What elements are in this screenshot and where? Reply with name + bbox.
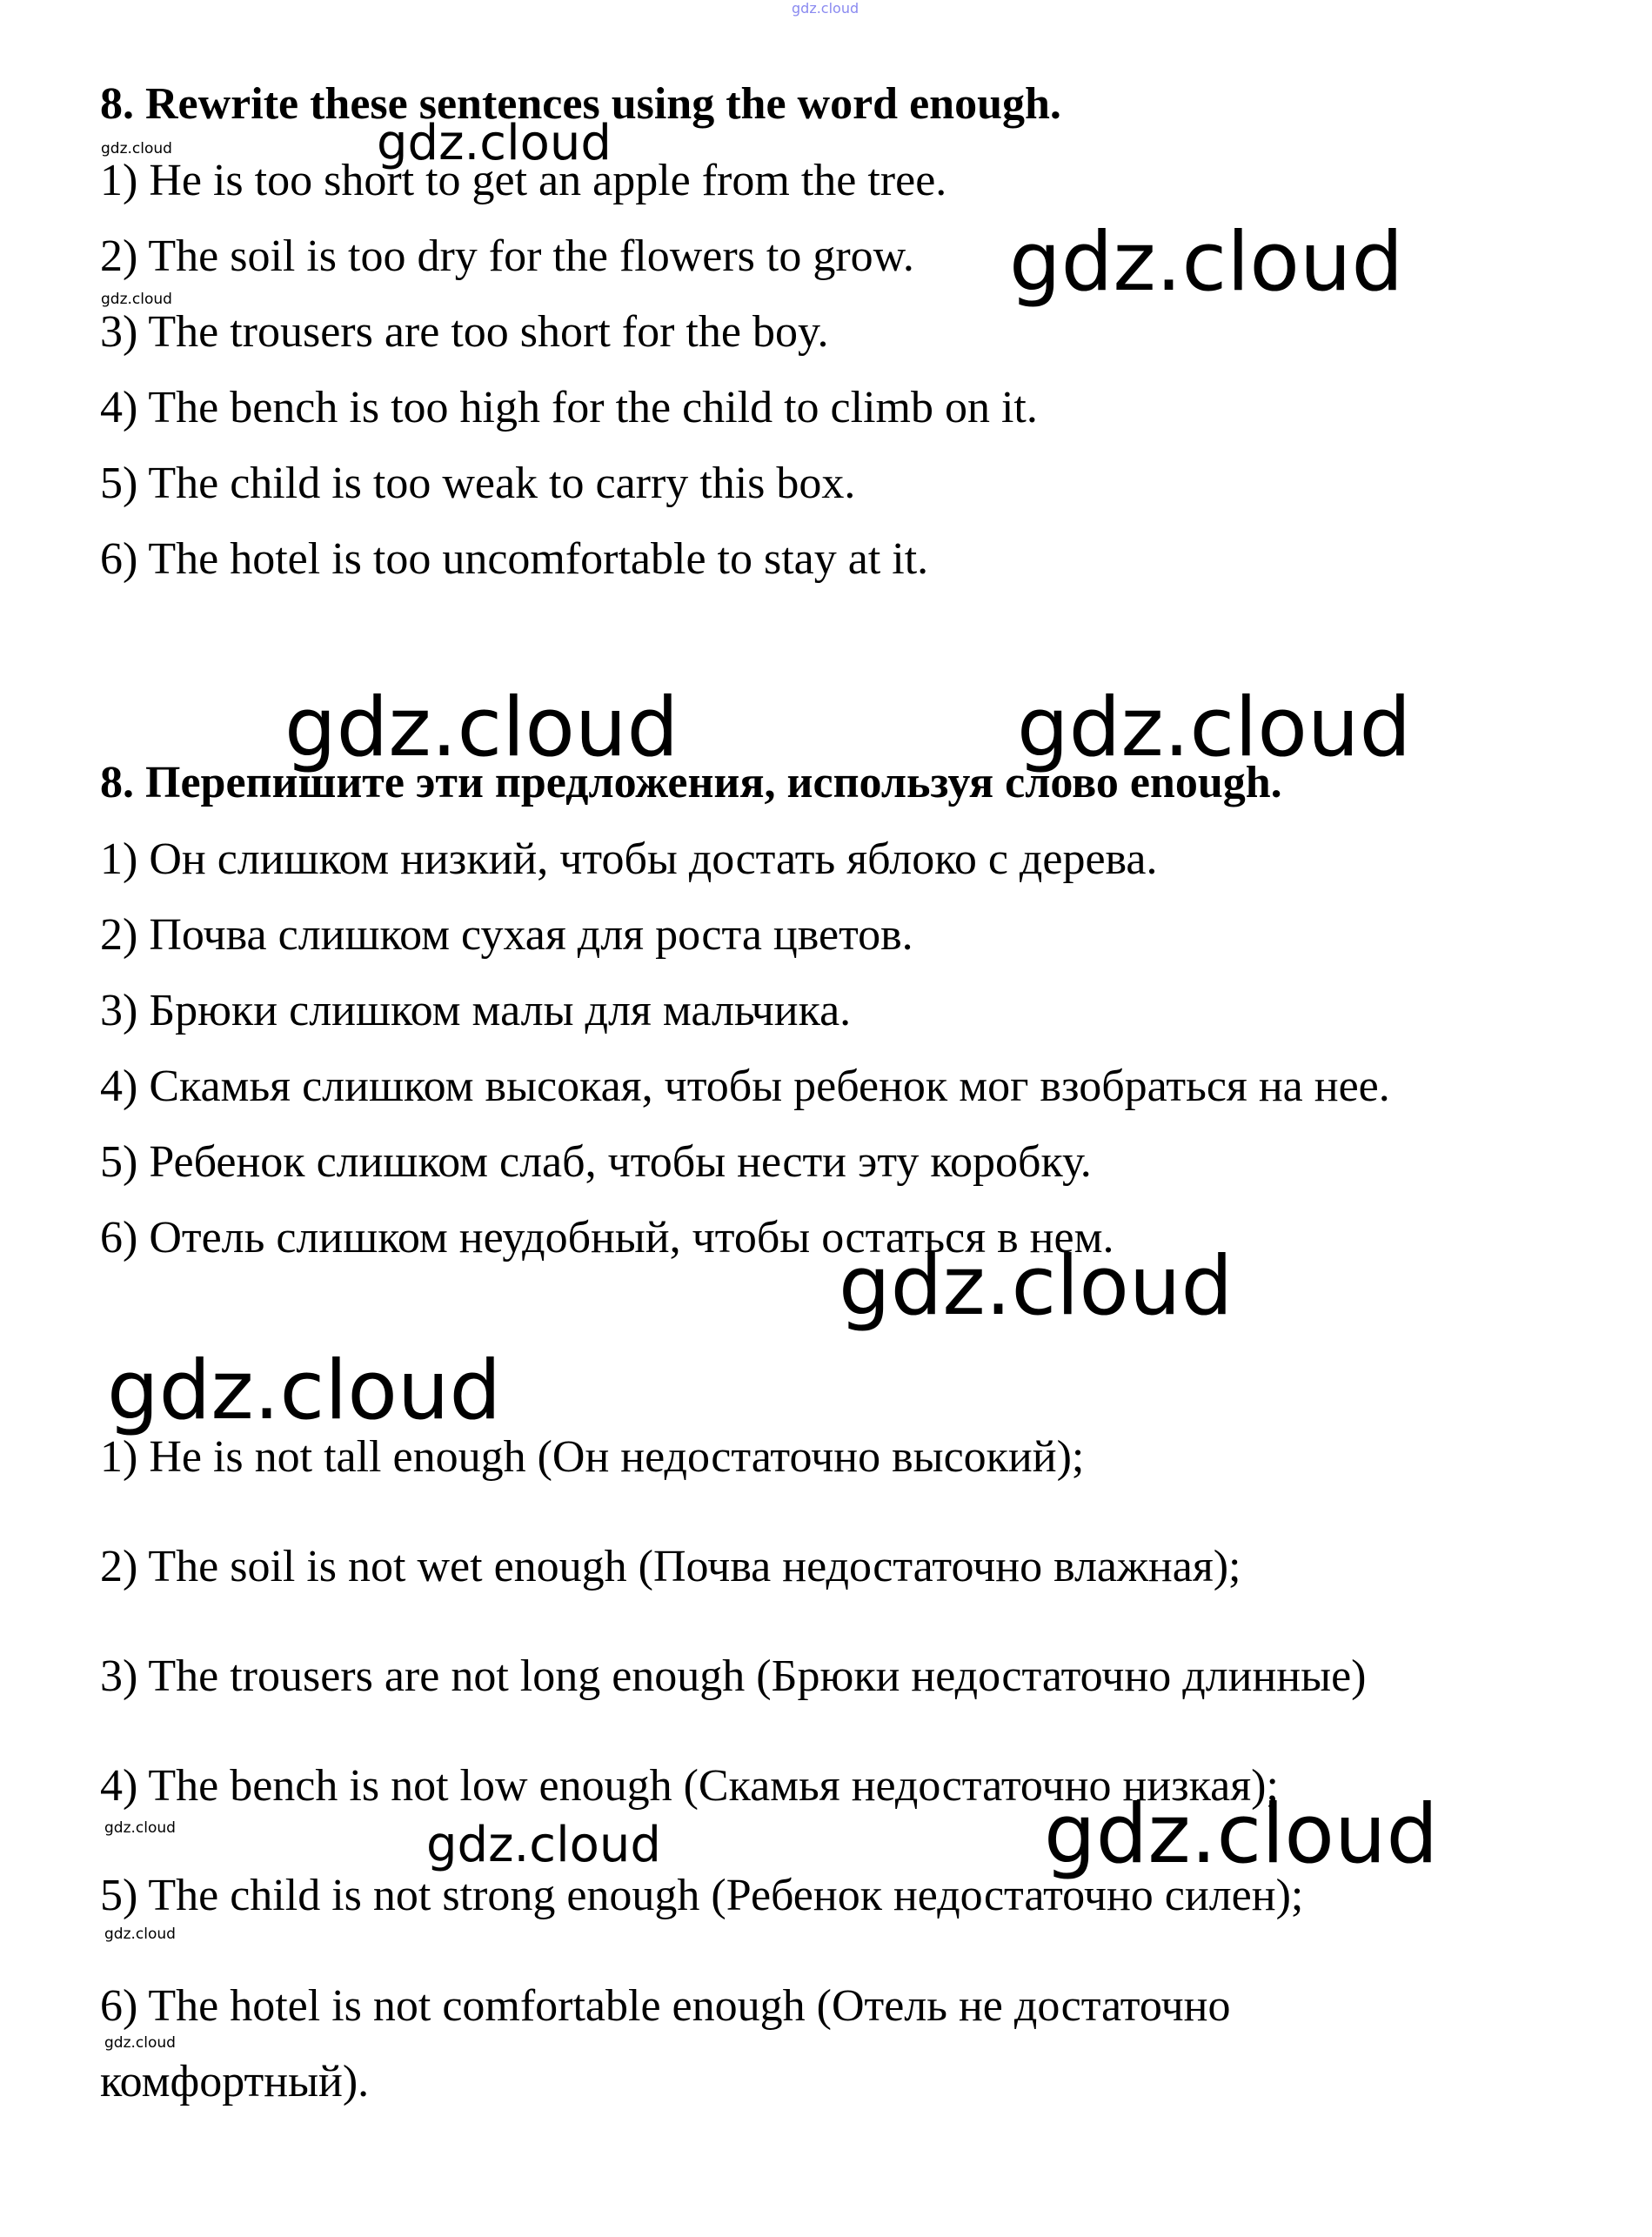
watermark-large: gdz.cloud <box>1044 1787 1439 1882</box>
english-task-heading: 8. Rewrite these sentences using the word enough. <box>100 79 1061 129</box>
watermark-large: gdz.cloud <box>839 1239 1234 1334</box>
english-item-5: 5) The child is too weak to carry this box. <box>100 459 856 508</box>
russian-item-5: 5) Ребенок слишком слаб, чтобы нести эту коробку. <box>100 1137 1092 1187</box>
watermark-small: gdz.cloud <box>104 1926 176 1943</box>
russian-item-6: 6) Отель слишком неудобный, чтобы остаться в нем. <box>100 1213 1114 1262</box>
answer-1: 1) He is not tall enough (Он недостаточно высокий); <box>100 1432 1085 1482</box>
english-item-1: 1) He is too short to get an apple from the tree. <box>100 156 947 205</box>
answer-3: 3) The trousers are not long enough (Брюки недостаточно длинные) <box>100 1651 1367 1701</box>
english-item-2: 2) The soil is too dry for the flowers to grow. <box>100 231 914 281</box>
answer-4: 4) The bench is not low enough (Скамья недостаточно низкая); <box>100 1761 1279 1811</box>
watermark-large: gdz.cloud <box>284 680 679 775</box>
russian-task-heading: 8. Перепишите эти предложения, используя слово enough. <box>100 758 1282 807</box>
watermark: gdz.cloud <box>426 1817 661 1873</box>
russian-item-1: 1) Он слишком низкий, чтобы достать яблоко с дерева. <box>100 834 1158 884</box>
watermark: gdz.cloud <box>377 115 612 171</box>
answer-2: 2) The soil is not wet enough (Почва недостаточно влажная); <box>100 1542 1241 1591</box>
watermark-top: gdz.cloud <box>792 0 859 17</box>
english-item-3: 3) The trousers are too short for the boy. <box>100 307 829 357</box>
english-item-6: 6) The hotel is too uncomfortable to stay at it. <box>100 534 929 584</box>
watermark-large: gdz.cloud <box>1009 215 1404 310</box>
russian-item-3: 3) Брюки слишком малы для мальчика. <box>100 986 852 1035</box>
answer-5: 5) The child is not strong enough (Ребенок недостаточно силен); <box>100 1871 1304 1920</box>
answer-6: 6) The hotel is not comfortable enough (Отель не достаточно <box>100 1981 1231 2031</box>
russian-item-2: 2) Почва слишком сухая для роста цветов. <box>100 910 913 960</box>
watermark-small: gdz.cloud <box>104 2034 176 2052</box>
watermark-small: gdz.cloud <box>101 140 172 157</box>
watermark-small: gdz.cloud <box>104 1819 176 1837</box>
watermark-large: gdz.cloud <box>1017 680 1412 775</box>
watermark-small: gdz.cloud <box>101 291 172 308</box>
russian-item-4: 4) Скамья слишком высокая, чтобы ребенок мог взобраться на нее. <box>100 1062 1390 1111</box>
watermark-large: gdz.cloud <box>107 1343 502 1438</box>
answer-6-continuation: комфортный). <box>100 2057 370 2106</box>
english-item-4: 4) The bench is too high for the child to climb on it. <box>100 383 1038 432</box>
